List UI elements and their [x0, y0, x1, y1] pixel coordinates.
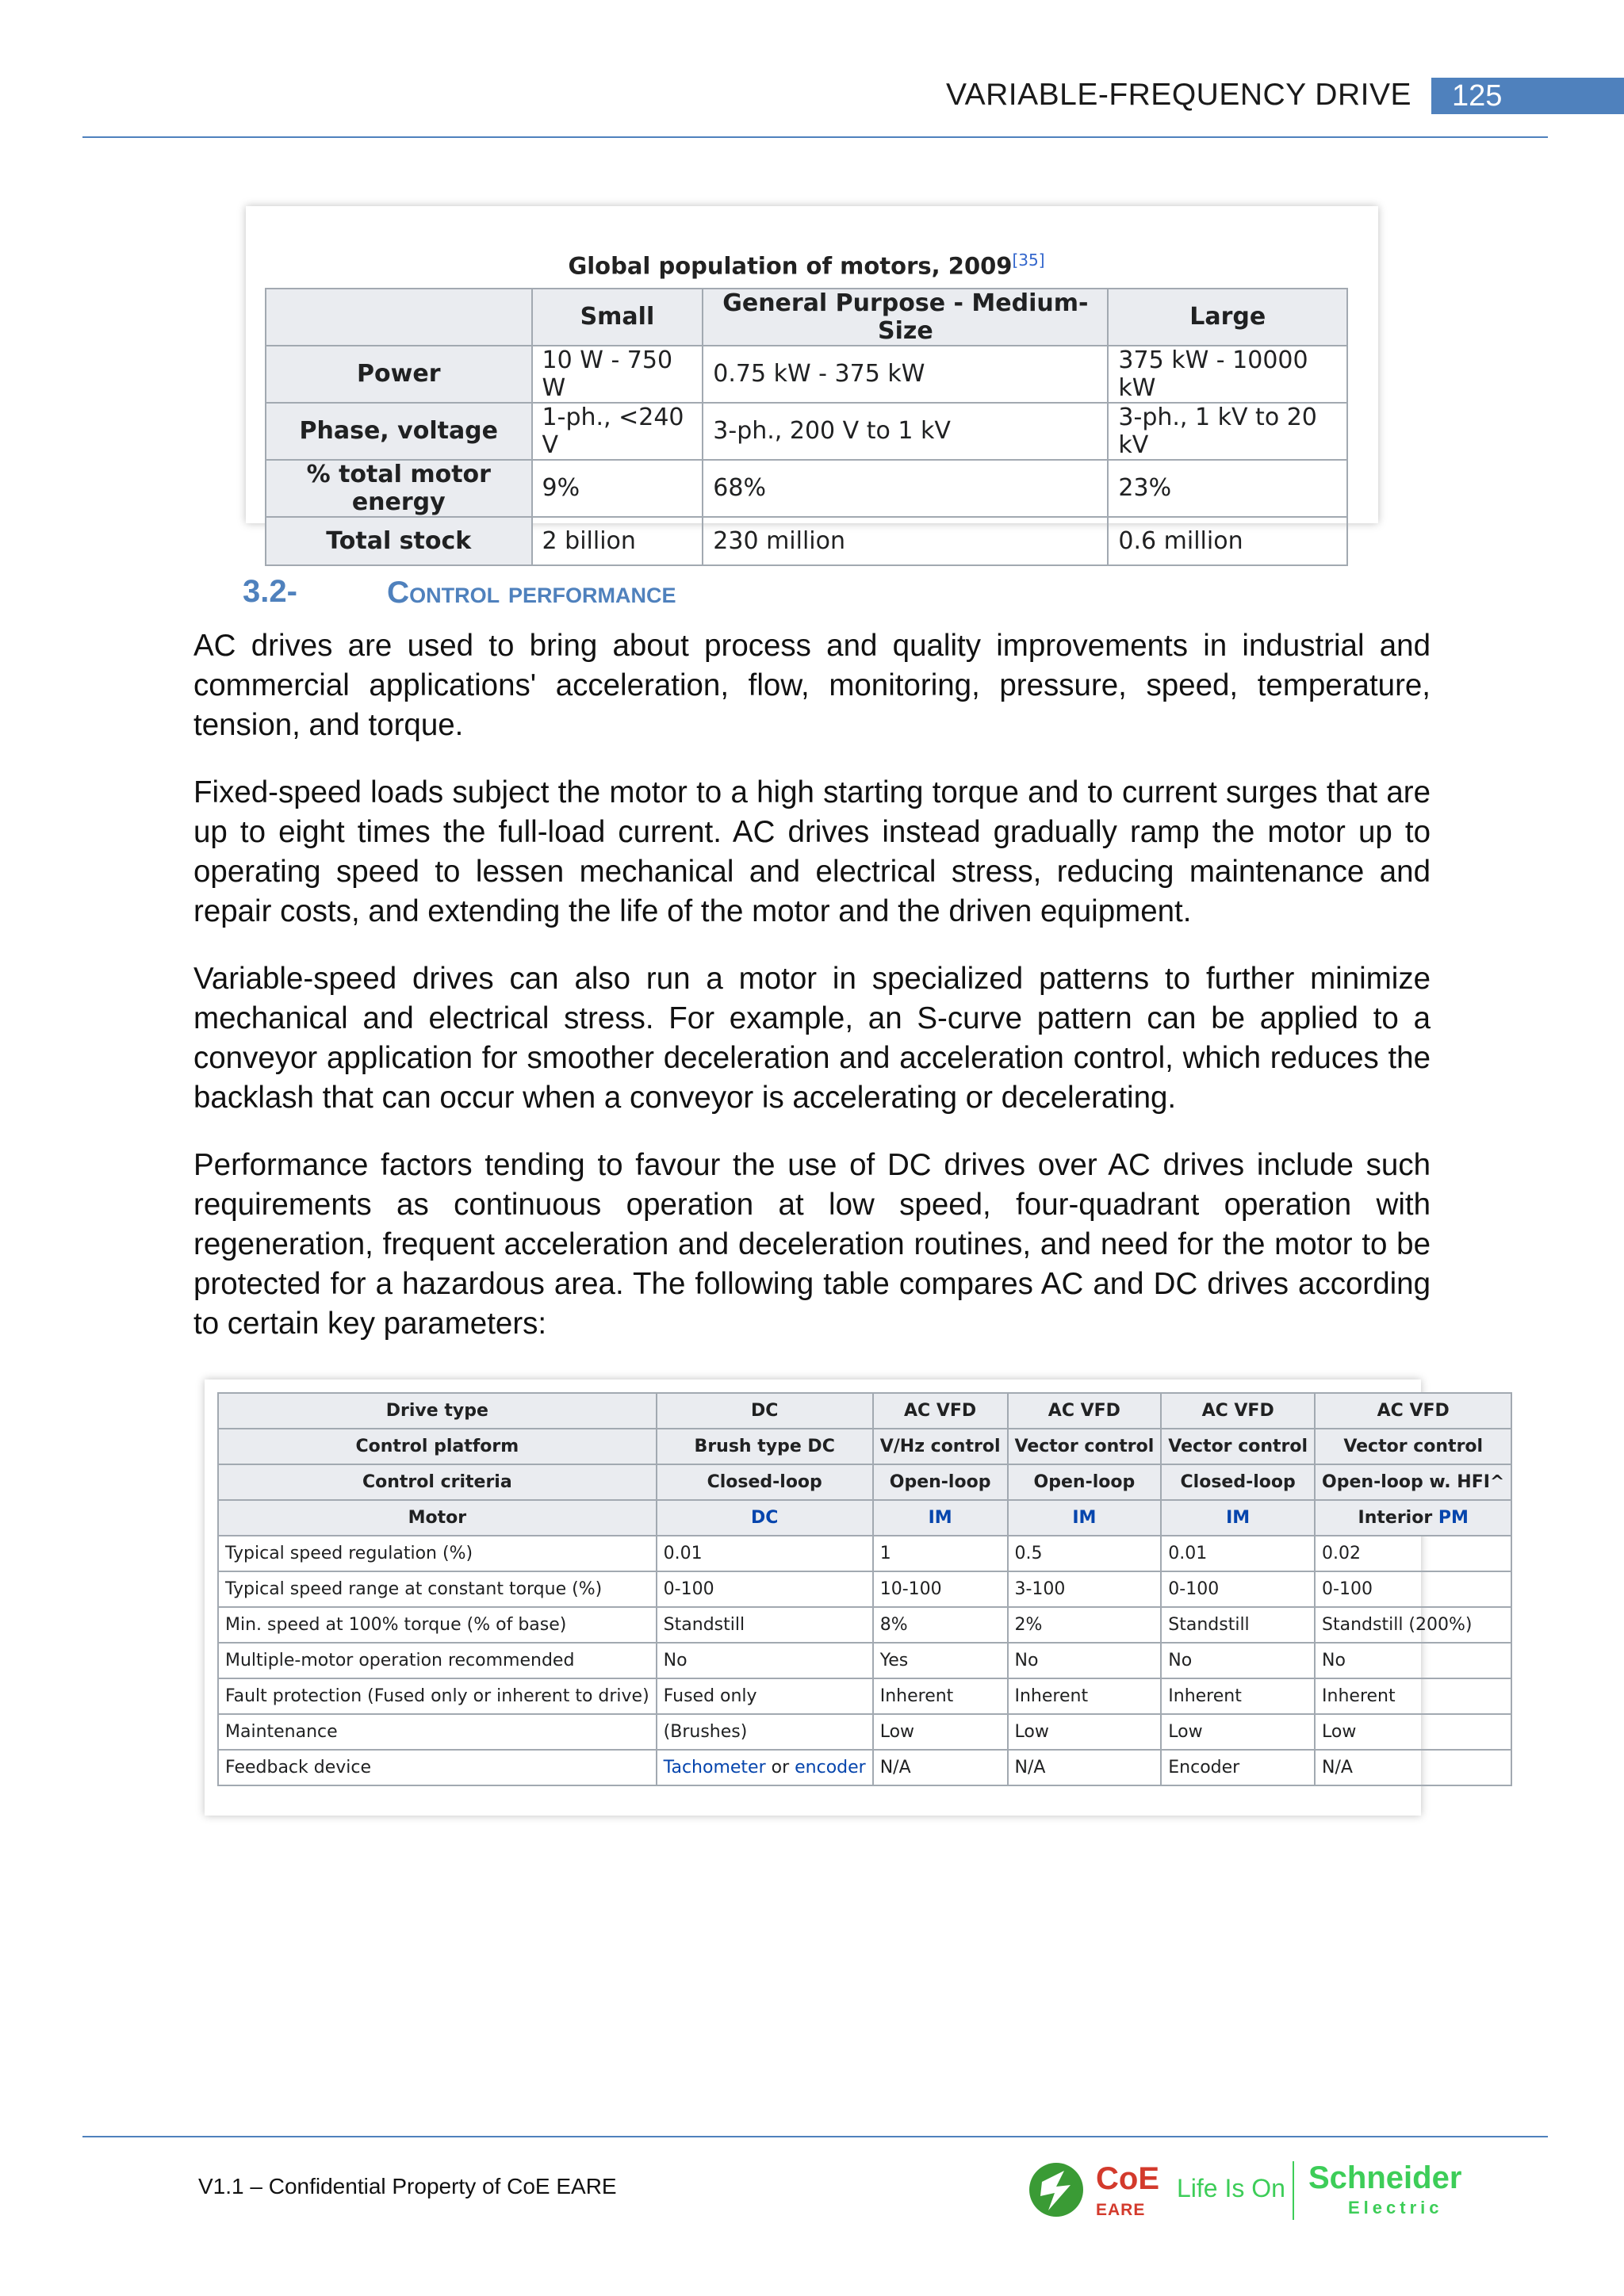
table-cell: N/A — [1315, 1750, 1511, 1785]
section-title: Control performance — [387, 576, 676, 610]
table-row — [218, 1643, 1511, 1678]
row-label: Multiple-motor operation recommended — [218, 1643, 657, 1678]
table-cell: Low — [1161, 1714, 1315, 1750]
table-cell: 10-100 — [873, 1571, 1008, 1607]
table-cell: N/A — [1008, 1750, 1162, 1785]
tachometer-link[interactable]: Tachometer — [663, 1758, 766, 1777]
header-cell — [1315, 1500, 1511, 1536]
caption-text: Global population of motors, 2009 — [568, 252, 1013, 280]
header-cell: DC — [657, 1393, 873, 1429]
pm-link[interactable]: PM — [1438, 1508, 1469, 1528]
table-cell: 2% — [1008, 1607, 1162, 1643]
table-cell: No — [1315, 1643, 1511, 1678]
or-text: or — [765, 1758, 795, 1777]
row-label: Maintenance — [218, 1714, 657, 1750]
body-paragraph: Variable-speed drives can also run a motor in specialized patterns to further minimize mechanical and electrical stress. For example, an S-curve pattern can be applied to a conveyor application for smoother deceleration and acceleration control, which reduces the backlash that can occur when a conveyor is accelerating or decelerating. — [193, 962, 1431, 1115]
header-cell: Large — [1108, 289, 1347, 346]
table-row — [218, 1714, 1511, 1750]
life-is-on-tagline: Life Is On — [1177, 2174, 1285, 2202]
header-cell: Drive type — [218, 1393, 657, 1429]
logo-separator — [1293, 2161, 1294, 2220]
table-header-row — [218, 1500, 1511, 1536]
header-cell: Vector control — [1161, 1429, 1315, 1464]
table-cell: No — [1161, 1643, 1315, 1678]
header-cell — [1008, 1500, 1162, 1536]
table-cell: 0.02 — [1315, 1536, 1511, 1571]
table-cell: 2 billion — [532, 517, 703, 565]
table-row — [218, 1750, 1511, 1785]
table-cell: Inherent — [1315, 1678, 1511, 1714]
drives-table-figure — [205, 1380, 1505, 1816]
header-cell — [1161, 1500, 1315, 1536]
table-cell: 1-ph., <240 V — [532, 403, 703, 460]
header-cell — [657, 1500, 873, 1536]
row-header: Total stock — [266, 517, 532, 565]
interior-label: Interior — [1358, 1508, 1438, 1528]
table-cell: No — [657, 1643, 873, 1678]
header-cell: Closed-loop — [657, 1464, 873, 1500]
row-header: Phase, voltage — [266, 403, 532, 460]
header-cell: Vector control — [1008, 1429, 1162, 1464]
table-row — [266, 460, 1347, 517]
table-header-row — [266, 289, 1347, 346]
table-row — [218, 1678, 1511, 1714]
table-row — [266, 346, 1347, 403]
table-row — [218, 1607, 1511, 1643]
table-cell: Low — [873, 1714, 1008, 1750]
header-cell: Motor — [218, 1500, 657, 1536]
table-cell: 0-100 — [1315, 1571, 1511, 1607]
header-cell — [266, 289, 532, 346]
table-cell: 0.75 kW - 375 kW — [703, 346, 1108, 403]
header-cell: Closed-loop — [1161, 1464, 1315, 1500]
header-cell: Open-loop — [1008, 1464, 1162, 1500]
row-label: Typical speed regulation (%) — [218, 1536, 657, 1571]
header-cell: Vector control — [1315, 1429, 1511, 1464]
table-cell: 8% — [873, 1607, 1008, 1643]
table-row — [218, 1536, 1511, 1571]
table-cell: (Brushes) — [657, 1714, 873, 1750]
electric-logo-text: Electric — [1348, 2198, 1443, 2218]
header-cell: Open-loop w. HFI^ — [1315, 1464, 1511, 1500]
table-cell: 68% — [703, 460, 1108, 517]
table-cell: 3-ph., 200 V to 1 kV — [703, 403, 1108, 460]
table-cell: 375 kW - 10000 kW — [1108, 346, 1347, 403]
row-label: Fault protection (Fused only or inherent to drive) — [218, 1678, 657, 1714]
table-row — [266, 403, 1347, 460]
table-row — [218, 1571, 1511, 1607]
table-cell: Inherent — [1008, 1678, 1162, 1714]
footer-confidential-text: V1.1 – Confidential Property of CoE EARE — [198, 2174, 617, 2198]
header-divider — [82, 136, 1548, 138]
table-cell: 230 million — [703, 517, 1108, 565]
table-cell: 0.01 — [1161, 1536, 1315, 1571]
table-header-row — [218, 1429, 1511, 1464]
drives-comparison-table — [217, 1392, 1512, 1786]
header-cell: Open-loop — [873, 1464, 1008, 1500]
row-label: Typical speed range at constant torque (%) — [218, 1571, 657, 1607]
table-cell: 0-100 — [657, 1571, 873, 1607]
header-cell: Control platform — [218, 1429, 657, 1464]
header-cell: V/Hz control — [873, 1429, 1008, 1464]
table-cell: 23% — [1108, 460, 1347, 517]
table-cell: 0-100 — [1161, 1571, 1315, 1607]
table-cell: 0.01 — [657, 1536, 873, 1571]
eare-logo-text: EARE — [1096, 2201, 1146, 2219]
motors-table — [265, 251, 1348, 566]
table-cell: 10 W - 750 W — [532, 346, 703, 403]
table-cell: Yes — [873, 1643, 1008, 1678]
table-cell: 9% — [532, 460, 703, 517]
table-cell: 1 — [873, 1536, 1008, 1571]
coe-logo-icon — [1025, 2158, 1088, 2221]
coe-logo-text: CoE — [1096, 2161, 1159, 2196]
table-cell: Low — [1315, 1714, 1511, 1750]
row-header: % total motor energy — [266, 460, 532, 517]
table-cell: Standstill (200%) — [1315, 1607, 1511, 1643]
table-cell: 3-100 — [1008, 1571, 1162, 1607]
citation-link[interactable]: [35] — [1012, 251, 1045, 270]
table-cell: Inherent — [873, 1678, 1008, 1714]
row-label: Feedback device — [218, 1750, 657, 1785]
page-number: 125 — [1431, 78, 1624, 114]
encoder-link[interactable]: encoder — [795, 1758, 866, 1777]
header-cell: Brush type DC — [657, 1429, 873, 1464]
table-cell: Fused only — [657, 1678, 873, 1714]
row-label: Min. speed at 100% torque (% of base) — [218, 1607, 657, 1643]
table-header-row — [218, 1393, 1511, 1429]
table-cell: No — [1008, 1643, 1162, 1678]
body-paragraph: Fixed-speed loads subject the motor to a high starting torque and to current surges that are up to eight times the full-load current. AC drives instead gradually ramp the motor up to operating speed to lessen mechanical and electrical stress, reducing maintenance and repair costs, and extending the life of the motor and the driven equipment. — [193, 775, 1431, 928]
header-cell: AC VFD — [1008, 1393, 1162, 1429]
header-cell: AC VFD — [873, 1393, 1008, 1429]
body-paragraph: Performance factors tending to favour the use of DC drives over AC drives include such requirements as continuous operation at low speed, four-quadrant operation with regeneration, frequent acceleration and deceleration routines, and need for the motor to be protected for a hazardous area. The following table compares AC and DC drives according to certain key parameters: — [193, 1148, 1431, 1341]
table-cell: 0.6 million — [1108, 517, 1347, 565]
footer-divider — [82, 2136, 1548, 2137]
header-cell: Control criteria — [218, 1464, 657, 1500]
header-cell: AC VFD — [1161, 1393, 1315, 1429]
table-header-row — [218, 1464, 1511, 1500]
table-cell: N/A — [873, 1750, 1008, 1785]
header-cell: AC VFD — [1315, 1393, 1511, 1429]
table-cell: 0.5 — [1008, 1536, 1162, 1571]
body-paragraph: AC drives are used to bring about process and quality improvements in industrial and commercial applications' acceleration, flow, monitoring, pressure, speed, temperature, tension, and torque. — [193, 629, 1431, 742]
im-link[interactable]: IM — [1226, 1508, 1251, 1528]
motors-table-caption — [265, 251, 1348, 288]
header-cell: Small — [532, 289, 703, 346]
table-row — [266, 517, 1347, 565]
table-cell: Standstill — [1161, 1607, 1315, 1643]
im-link[interactable]: IM — [1072, 1508, 1097, 1528]
section-number: 3.2- — [243, 574, 297, 609]
row-header: Power — [266, 346, 532, 403]
table-cell: 3-ph., 1 kV to 20 kV — [1108, 403, 1347, 460]
header-cell: General Purpose - Medium-Size — [703, 289, 1108, 346]
schneider-logo-text: Schneider — [1308, 2160, 1462, 2195]
table-cell — [657, 1750, 873, 1785]
im-link[interactable]: IM — [928, 1508, 952, 1528]
motors-table-figure — [246, 206, 1378, 555]
table-cell: Inherent — [1161, 1678, 1315, 1714]
dc-link[interactable]: DC — [750, 1508, 779, 1528]
running-header-title: VARIABLE-FREQUENCY DRIVE — [945, 78, 1411, 112]
table-cell: Encoder — [1161, 1750, 1315, 1785]
table-cell: Low — [1008, 1714, 1162, 1750]
header-cell — [873, 1500, 1008, 1536]
table-cell: Standstill — [657, 1607, 873, 1643]
